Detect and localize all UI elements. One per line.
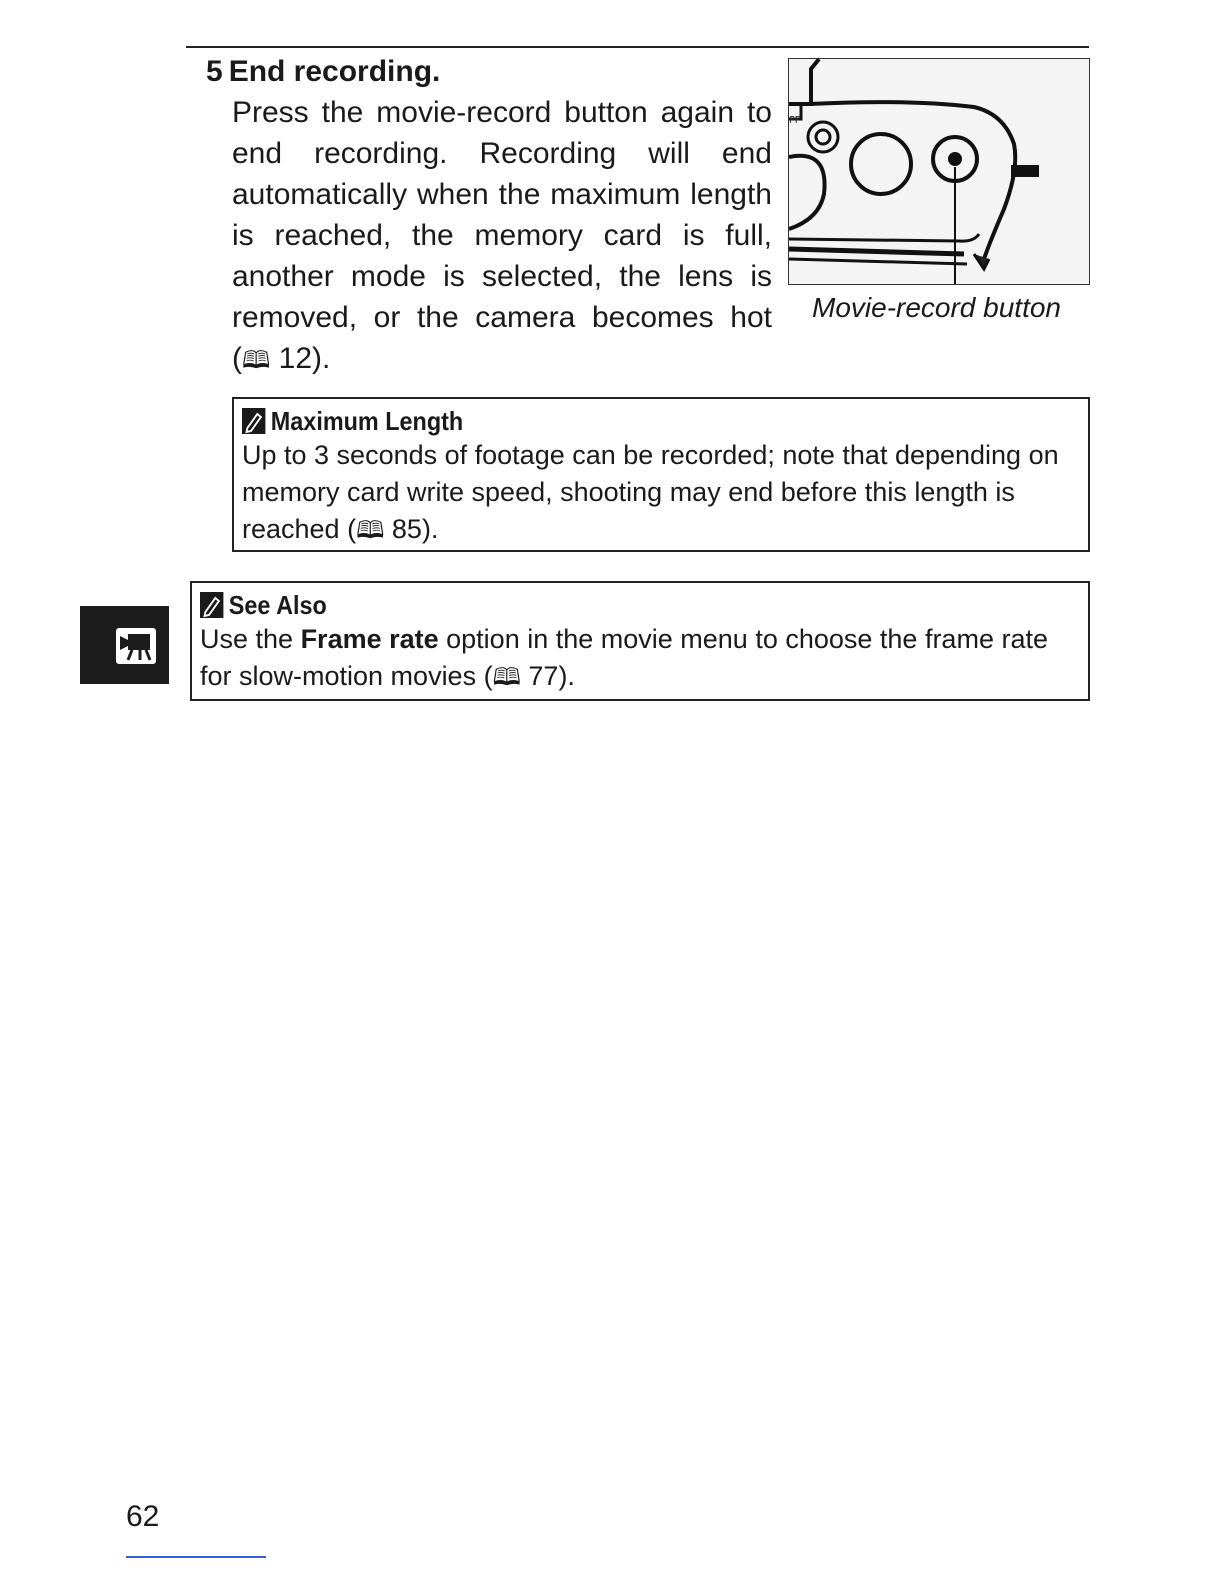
top-rule <box>186 46 1089 48</box>
see-also-ref-page: 77 <box>528 661 559 691</box>
note-ref-page: 85 <box>391 514 422 544</box>
note-pencil-icon <box>200 592 223 618</box>
bottom-link-underline <box>126 1556 266 1558</box>
movie-camera-icon <box>116 628 156 664</box>
camera-top-plate-illustration <box>788 58 1090 285</box>
chapter-side-tab <box>80 606 169 684</box>
figure-caption: Movie-record button <box>812 292 1062 323</box>
step-5 <box>206 54 806 90</box>
step-body: Press the movie-record button again to end recording. Recording will end automatically when the maximum length is reached, the memory card is full, another mode is selected, the lens is removed, or the camera becomes hot (🕮 12). <box>232 96 772 375</box>
see-also-note <box>190 581 1090 701</box>
book-icon: 🕮 <box>356 516 385 544</box>
page-number: 62 <box>126 1500 160 1533</box>
frame-rate-option: Frame rate <box>300 624 439 654</box>
book-icon: 🕮 <box>492 663 521 691</box>
step-heading <box>206 54 806 90</box>
step-title: End recording. <box>228 55 441 88</box>
step-number: 5 <box>206 55 223 88</box>
svg-text:FF: FF <box>789 115 801 126</box>
maximum-length-note <box>232 397 1090 552</box>
see-also-body: Use the Frame rate option in the movie menu to choose the frame rate for slow-motion movies (🕮 77). <box>200 624 1048 691</box>
note-pencil-icon <box>242 408 265 434</box>
note-body: Up to 3 seconds of footage can be recorded; note that depending on memory card write speed, shooting may end before this length is reached (🕮 85). <box>242 440 1059 544</box>
step-ref-page: 12 <box>278 342 313 375</box>
see-also-title: See Also <box>200 589 992 621</box>
book-icon: 🕮 <box>242 346 271 374</box>
note-title: Maximum Length <box>242 405 996 437</box>
